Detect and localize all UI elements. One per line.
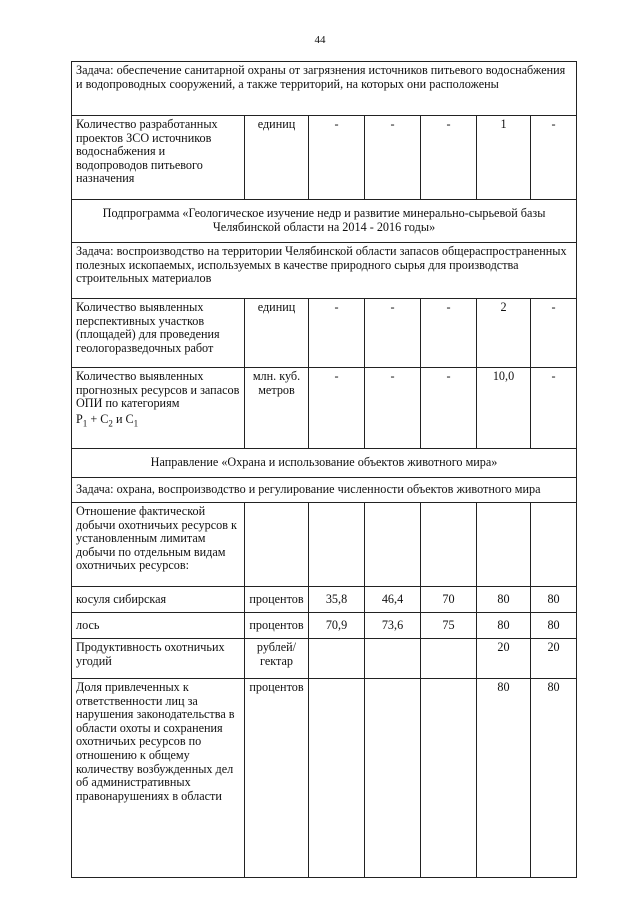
value-cell: 75 [421,613,477,639]
subprogram-row [72,200,577,243]
subprogram-title: Подпрограмма «Геологическое изучение недр и развитие минерально-сырьевой базы Челябинской области на 2014 - 2016 годы» [72,200,577,243]
value-cell: 35,8 [309,587,365,613]
unit-cell: млн. куб. метров [245,368,309,449]
formula-c-subscript: 2 [108,418,113,429]
value-cell: 10,0 [477,368,531,449]
value-cell [365,639,421,679]
table-row [72,639,577,679]
value-cell [421,639,477,679]
value-cell: - [421,368,477,449]
value-cell: 1 [477,116,531,200]
unit-cell: единиц [245,299,309,368]
formula-c: C [125,411,134,426]
value-cell: - [421,116,477,200]
indicator-name: Отношение фактической добычи охотничьих ресурсов к установленным лимитам добычи по отдельным видам охотничьих ресурсов: [72,503,245,587]
value-cell: - [309,368,365,449]
indicator-name: Количество выявленных перспективных участков (площадей) для проведения геологоразведочных работ [72,299,245,368]
value-cell: - [421,299,477,368]
task-row [72,62,577,116]
formula-and: и [115,411,123,426]
value-cell: - [309,299,365,368]
formula-p-subscript: 1 [82,418,88,429]
value-cell: - [531,116,577,200]
unit-cell: процентов [245,587,309,613]
value-cell: - [531,368,577,449]
table-row [72,503,577,587]
value-cell [421,503,477,587]
value-cell: 46,4 [365,587,421,613]
value-cell: 70 [421,587,477,613]
indicator-name: Количество разработанных проектов ЗСО источников водоснабжения и водопроводов питьевого назначения [72,116,245,200]
value-cell [365,503,421,587]
indicators-table [71,61,577,878]
task-text: Задача: обеспечение санитарной охраны от загрязнения источников питьевого водоснабжения и водопроводных сооружений, а также территорий, на которых они расположены [72,62,577,116]
value-cell [309,639,365,679]
value-cell: - [531,299,577,368]
value-cell [531,503,577,587]
direction-title: Направление «Охрана и использование объектов животного мира» [72,449,577,478]
indicator-cell [72,368,245,449]
value-cell: 20 [477,639,531,679]
table-row [72,679,577,878]
formula-plus-c: + C [90,411,109,426]
value-cell: - [365,299,421,368]
direction-row [72,449,577,478]
value-cell: 80 [531,679,577,878]
table-row [72,299,577,368]
indicator-name: Количество выявленных прогнозных ресурсов и запасов ОПИ по категориям [76,369,240,411]
page-number: 44 [314,34,326,46]
table-row [72,613,577,639]
value-cell: 73,6 [365,613,421,639]
indicator-name: Доля привлеченных к ответственности лиц за нарушения законодательства в области охоты и сохранения охотничьих ресурсов по отношению к общему количеству возбужденных дел об административных правонарушениях в области [72,679,245,878]
task-text: Задача: воспроизводство на территории Челябинской области запасов общераспространенных полезных ископаемых, используемых в качестве природного сырья для производства строительных материалов [72,243,577,299]
value-cell: 80 [531,587,577,613]
value-cell: 80 [477,679,531,878]
value-cell: 80 [531,613,577,639]
indicator-name: косуля сибирская [72,587,245,613]
table-row [72,368,577,449]
value-cell [477,503,531,587]
unit-cell: рублей/ гектар [245,639,309,679]
table-row [72,587,577,613]
indicator-name: лось [72,613,245,639]
value-cell [421,679,477,878]
table-row [72,116,577,200]
value-cell: 80 [477,587,531,613]
value-cell: - [365,368,421,449]
value-cell: 2 [477,299,531,368]
value-cell: - [365,116,421,200]
unit-cell: процентов [245,613,309,639]
unit-cell: процентов [245,679,309,878]
value-cell [309,503,365,587]
unit-cell [245,503,309,587]
value-cell: 20 [531,639,577,679]
value-cell: 80 [477,613,531,639]
task-row [72,478,577,503]
value-cell: - [309,116,365,200]
formula-p: P [76,411,83,426]
value-cell [365,679,421,878]
formula-c1-subscript: 1 [133,418,139,429]
task-row [72,243,577,299]
value-cell [309,679,365,878]
value-cell: 70,9 [309,613,365,639]
unit-cell: единиц [245,116,309,200]
category-formula [76,413,138,431]
indicator-name: Продуктивность охотничьих угодий [72,639,245,679]
task-text: Задача: охрана, воспроизводство и регулирование численности объектов животного мира [72,478,577,503]
